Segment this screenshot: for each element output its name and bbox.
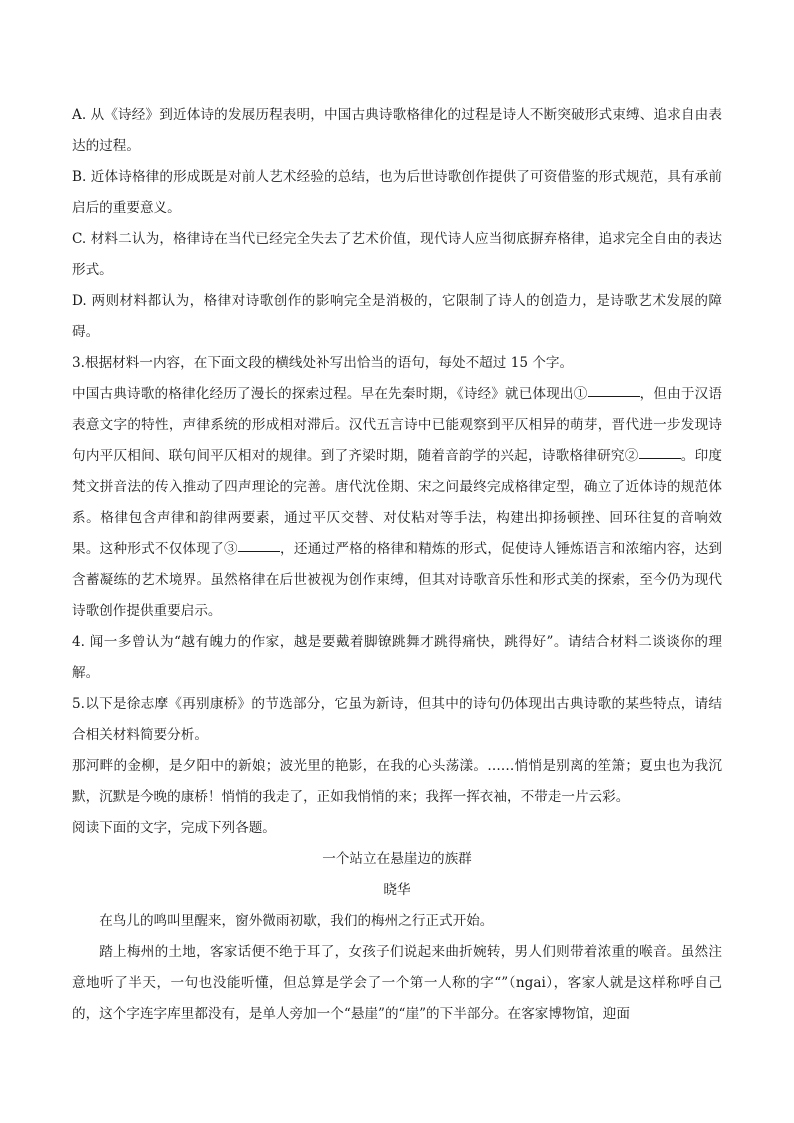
option-d: D. 两则材料都认为，格律对诗歌创作的影响完全是消极的，它限制了诗人的创造力，是诗歌艺术发展的障碍。 <box>72 293 722 340</box>
article-author: 晓华 <box>383 882 411 898</box>
question-3-prompt: 3.根据材料一内容，在下面文段的横线处补写出恰当的语句，每处不超过 15 个字。 <box>72 355 574 371</box>
article-paragraph: 踏上梅州的土地，客家话便不绝于耳了，女孩子们说起来曲折婉转，男人们则带着浓重的喉音。虽然注意地听了半天，一句也没能听懂，但总算是学会了一个第一人称的字“”（ngai），客家人就是这样称呼自己的，这个字连字库里都没有，是单人旁加一个“悬崖”的“崖”的下半部分。在客家博物馆，迎面 <box>72 944 722 1022</box>
passage-segment: 中国古典诗歌的格律化经历了漫长的探索过程。早在先秦时期，《诗经》就已体现出① <box>72 386 588 402</box>
poem-excerpt: 那河畔的金柳，是夕阳中的新娘；波光里的艳影，在我的心头荡漾。……悄悄是别离的笙箫；夏虫也为我沉默，沉默是今晚的康桥！悄悄的我走了，正如我悄悄的来；我挥一挥衣袖，不带走一片云彩。 <box>72 758 722 805</box>
option-b: B. 近体诗格律的形成既是对前人艺术经验的总结，也为后世诗歌创作提供了可资借鉴的形式规范，具有承前启后的重要意义。 <box>72 169 722 216</box>
article-title: 一个站立在悬崖边的族群 <box>322 851 472 867</box>
article-paragraph: 在鸟儿的鸣叫里醒来，窗外微雨初歇，我们的梅州之行正式开始。 <box>99 913 494 929</box>
option-a: A. 从《诗经》到近体诗的发展历程表明，中国古典诗歌格律化的过程是诗人不断突破形式束缚、追求自由表达的过程。 <box>72 107 722 154</box>
reading-instruction: 阅读下面的文字，完成下列各题。 <box>72 820 276 836</box>
question-4: 4. 闻一多曾认为“越有魄力的作家，越是要戴着脚镣跳舞才跳得痛快，跳得好”。请结合材料二谈谈你的理解。 <box>72 634 722 681</box>
passage-segment: ，但由于汉语表意文字的特性，声律系统的形成相对滞后。汉代五言诗中已能观察到平仄相异的萌芽，晋代进一步发现诗句内平仄相间、联句间平仄相对的规律。到了齐梁时期，随着音韵学的兴起，诗歌格律研究② <box>72 386 723 464</box>
option-c: C. 材料二认为，格律诗在当代已经完全失去了艺术价值，现代诗人应当彻底摒弃格律，追求完全自由的表达形式。 <box>72 231 722 278</box>
blank-3 <box>238 550 280 552</box>
document-body <box>72 100 722 1030</box>
question-3-passage <box>72 379 722 627</box>
question-5-prompt: 5.以下是徐志摩《再别康桥》的节选部分，它虽为新诗，但其中的诗句仍体现出古典诗歌的某些特点，请结合相关材料简要分析。 <box>72 696 722 743</box>
blank-1 <box>588 395 640 397</box>
passage-segment: 。印度梵文拼音法的传入推动了四声理论的完善。唐代沈佺期、宋之问最终完成格律定型，确立了近体诗的规范体系。格律包含声律和韵律两要素，通过平仄交替、对仗粘对等手法，构建出抑扬顿挫、回环往复的音响效果。这种形式不仅体现了③ <box>72 448 723 557</box>
passage-segment: ，还通过严格的格律和精炼的形式，促使诗人锤炼语言和浓缩内容，达到含蓄凝练的艺术境界。虽然格律在后世被视为创作束缚，但其对诗歌音乐性和形式美的探索，至今仍为现代诗歌创作提供重要启示。 <box>72 541 723 619</box>
blank-2 <box>639 457 681 459</box>
